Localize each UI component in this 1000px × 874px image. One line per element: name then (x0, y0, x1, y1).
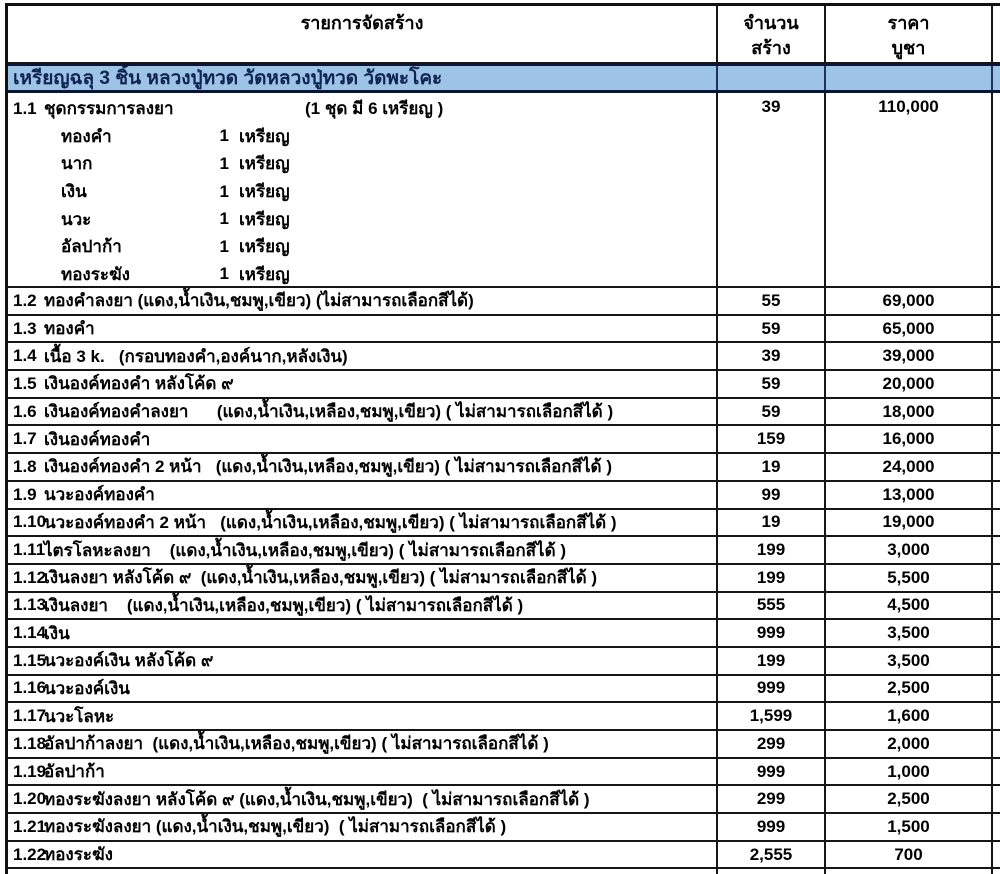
price-cell (826, 454, 993, 480)
header-price-line2: บูชา (891, 38, 926, 58)
item-label: ทองระฆังลงยา (แดง,น้ำเงิน,ชมพู,เขียว) ( ไม่สามารถเลือกสีได้ ) (44, 817, 507, 837)
qty-cell (718, 537, 826, 563)
item-cell (8, 316, 718, 342)
table-row (8, 510, 1000, 538)
qty-value: 59 (761, 373, 781, 393)
qty-value: 1,599 (749, 706, 793, 726)
price-value: 700 (894, 844, 923, 864)
qty-cell (718, 759, 826, 785)
sub-item-name: นาก (61, 154, 93, 174)
row-number: 1.19 (13, 761, 47, 781)
overflow-cell (993, 399, 1000, 425)
row-number: 1.3 (13, 318, 37, 338)
item-label: นวะองค์ทองคำ 2 หน้า (แดง,น้ำเงิน,เหลือง,ชมพู,เขียว) ( ไม่สามารถเลือกสีได้ ) (44, 512, 617, 532)
price-cell (826, 620, 993, 646)
price-value: 16,000 (882, 429, 935, 449)
row-number: 1.2 (13, 290, 37, 310)
qty-cell (718, 399, 826, 425)
sub-item-qty: 1 (219, 209, 229, 229)
item-line (13, 759, 105, 785)
item-cell (8, 93, 718, 286)
price-value: 1,500 (887, 816, 930, 836)
item-cell (8, 454, 718, 480)
price-cell (826, 343, 993, 369)
row-number: 1.6 (13, 401, 37, 421)
qty-value: 2,555 (749, 844, 793, 864)
item-cell (8, 731, 718, 757)
overflow-cell (993, 316, 1000, 342)
item-line (13, 565, 597, 591)
price-cell (826, 399, 993, 425)
price-cell (826, 648, 993, 674)
item-label: ทองคำ (44, 319, 95, 339)
overflow-cell (993, 676, 1000, 702)
table-row (8, 731, 1000, 759)
row-number: 1.13 (13, 595, 47, 615)
price-cell (826, 426, 993, 452)
qty-cell (718, 510, 826, 536)
overflow-cell (993, 537, 1000, 563)
row-number: 1.22 (13, 844, 47, 864)
item-label: เงินองค์ทองคำ (44, 429, 151, 449)
qty-value: 59 (761, 318, 781, 338)
qty-value: 199 (756, 540, 786, 560)
price-value: 1,600 (887, 706, 930, 726)
table-row (8, 426, 1000, 454)
price-value: 13,000 (882, 484, 935, 504)
overflow-cell (993, 510, 1000, 536)
overflow-cell (993, 426, 1000, 452)
row-number: 1.11 (13, 540, 46, 560)
qty-value: 19 (761, 456, 781, 476)
price-cell (826, 288, 993, 314)
table-row (8, 676, 1000, 704)
price-cell (826, 842, 993, 868)
header-price-cell (826, 6, 993, 62)
item-line (13, 786, 590, 812)
qty-value: 199 (756, 650, 786, 670)
sub-item-unit: เหรียญ (239, 182, 290, 202)
sub-item-qty: 1 (219, 264, 229, 284)
table-row (8, 842, 1000, 870)
item-label: อัลปาก้า (44, 762, 105, 782)
qty-cell (718, 593, 826, 619)
row-number: 1.10 (13, 512, 47, 532)
sub-item-name: เงิน (61, 182, 87, 202)
item-cell (8, 371, 718, 397)
qty-cell (718, 454, 826, 480)
item-cell (8, 482, 718, 508)
price-value: 19,000 (882, 512, 935, 532)
qty-cell (718, 426, 826, 452)
price-value: 18,000 (882, 401, 935, 421)
qty-value: 999 (756, 623, 786, 643)
header-item-cell (8, 6, 718, 62)
item-cell (8, 593, 718, 619)
row-number: 1.7 (13, 429, 37, 449)
item-line (13, 371, 234, 397)
overflow-cell (993, 759, 1000, 785)
item-line (13, 676, 130, 702)
item-cell (8, 759, 718, 785)
qty-cell (718, 786, 826, 812)
table-row (8, 786, 1000, 814)
item-label: เงินองค์ทองคำลงยา (แดง,น้ำเงิน,เหลือง,ชมพู,เขียว) ( ไม่สามารถเลือกสีได้ ) (44, 402, 614, 422)
sub-item-unit: เหรียญ (239, 264, 290, 284)
table-row (8, 565, 1000, 593)
sub-item-qty: 1 (219, 181, 229, 201)
sub-item-qty: 1 (219, 126, 229, 146)
price-value: 69,000 (882, 290, 935, 310)
price-cell (826, 482, 993, 508)
price-value: 20,000 (882, 373, 935, 393)
qty-cell (718, 93, 826, 286)
price-cell (826, 814, 993, 840)
row-number: 1.4 (13, 346, 37, 366)
qty-value: 159 (756, 429, 786, 449)
item-label: อัลปาก้าลงยา (แดง,น้ำเงิน,เหลือง,ชมพู,เขียว) ( ไม่สามารถเลือกสีได้ ) (44, 734, 549, 754)
row-number: 1.20 (13, 789, 47, 809)
overflow-cell (993, 786, 1000, 812)
qty-cell (718, 869, 826, 874)
sub-item-unit: เหรียญ (239, 237, 290, 257)
price-value: 65,000 (882, 318, 935, 338)
price-value: 39,000 (882, 346, 935, 366)
table-row (8, 759, 1000, 787)
price-value: 3,000 (887, 540, 930, 560)
overflow-cell (993, 454, 1000, 480)
item-label: ไตรโลหะลงยา (แดง,น้ำเงิน,เหลือง,ชมพู,เขียว) ( ไม่สามารถเลือกสีได้ ) (44, 540, 567, 560)
item-line (13, 426, 150, 452)
item-cell (8, 510, 718, 536)
table-row (8, 814, 1000, 842)
price-value: 24,000 (882, 456, 935, 476)
item-cell (8, 343, 718, 369)
qty-value: 99 (761, 484, 781, 504)
overflow-cell (993, 731, 1000, 757)
price-value: 2,500 (887, 789, 930, 809)
table-header-row (8, 6, 1000, 64)
section-header-row (8, 64, 1000, 93)
row-number: 1.5 (13, 373, 37, 393)
table-row (8, 482, 1000, 510)
overflow-cell (993, 648, 1000, 674)
item-note: (1 ชุด มี 6 เหรียญ ) (305, 99, 444, 119)
section-qty-cell (718, 66, 826, 90)
item-line (13, 814, 506, 840)
price-value: 5,500 (887, 567, 930, 587)
sub-item-name: ทองระฆัง (61, 264, 130, 284)
item-label: นวะโลหะ (44, 706, 115, 726)
header-item-label: รายการจัดสร้าง (300, 13, 424, 33)
row-number: 1.9 (13, 484, 37, 504)
header-price-line1: ราคา (887, 13, 930, 33)
price-value: 110,000 (878, 97, 939, 116)
table-row (8, 648, 1000, 676)
sub-item-unit: เหรียญ (239, 154, 290, 174)
price-cell (826, 537, 993, 563)
item-cell (8, 842, 718, 868)
item-cell (8, 537, 718, 563)
row-number: 1.15 (13, 650, 47, 670)
overflow-cell (993, 343, 1000, 369)
item-line (13, 95, 716, 123)
item-label: นวะองค์เงิน หลังโค้ด ๙ (44, 651, 214, 671)
header-overflow-cell (993, 6, 1000, 62)
sub-item-row (13, 150, 716, 178)
item-label: ทองระฆังลงยา หลังโค้ด ๙ (แดง,น้ำเงิน,ชมพู,เขียว) ( ไม่สามารถเลือกสีได้ ) (44, 789, 590, 809)
qty-cell (718, 371, 826, 397)
price-cell (826, 316, 993, 342)
overflow-cell (993, 593, 1000, 619)
overflow-cell (993, 842, 1000, 868)
price-cell (826, 786, 993, 812)
price-value: 2,000 (887, 733, 930, 753)
qty-value: 39 (761, 97, 781, 116)
item-cell (8, 399, 718, 425)
price-cell (826, 869, 993, 874)
item-label: เงิน (44, 623, 70, 643)
sub-item-name: นวะ (61, 209, 92, 229)
qty-cell (718, 648, 826, 674)
overflow-cell (993, 703, 1000, 729)
item-line (13, 537, 566, 563)
row-number: 1.16 (13, 678, 47, 698)
overflow-cell (993, 93, 1000, 286)
qty-value: 299 (756, 733, 786, 753)
table-row (8, 93, 1000, 288)
overflow-cell (993, 869, 1000, 874)
qty-cell (718, 676, 826, 702)
qty-cell (718, 814, 826, 840)
table-row (8, 343, 1000, 371)
overflow-cell (993, 288, 1000, 314)
row-number: 1.18 (13, 733, 47, 753)
table-row (8, 703, 1000, 731)
table-row (8, 371, 1000, 399)
qty-cell (718, 731, 826, 757)
overflow-cell (993, 482, 1000, 508)
sub-item-name: ทองคำ (61, 126, 112, 146)
item-label: นวะองค์ทองคำ (44, 485, 155, 505)
price-value: 3,500 (887, 623, 930, 643)
item-cell (8, 288, 718, 314)
item-line (13, 454, 612, 480)
item-cell (8, 565, 718, 591)
qty-value: 199 (756, 567, 786, 587)
item-label: ชุดกรรมการลงยา (44, 99, 174, 119)
qty-value: 299 (756, 789, 786, 809)
price-cell (826, 93, 993, 286)
item-cell (8, 426, 718, 452)
item-label: เงินองค์ทองคำ หลังโค้ด ๙ (44, 374, 234, 394)
item-line (13, 482, 155, 508)
qty-cell (718, 842, 826, 868)
row-number: 1.14 (13, 623, 47, 643)
qty-value: 999 (756, 761, 786, 781)
item-line (13, 842, 113, 868)
item-label: นวะองค์เงิน (44, 678, 130, 698)
item-line (13, 703, 114, 729)
overflow-cell (993, 620, 1000, 646)
qty-cell (718, 288, 826, 314)
item-label: เนื้อ 3 k. (กรอบทองคำ,องค์นาก,หลังเงิน) (44, 346, 348, 366)
item-line (13, 288, 474, 314)
price-cell (826, 371, 993, 397)
qty-value: 39 (761, 346, 781, 366)
header-qty-line1: จำนวน (743, 13, 799, 33)
section-price-cell (826, 66, 993, 90)
qty-value: 555 (756, 595, 786, 615)
price-value: 2,500 (887, 678, 930, 698)
qty-cell (718, 565, 826, 591)
qty-value: 59 (761, 401, 781, 421)
item-cell (8, 703, 718, 729)
row-number: 1.21 (13, 816, 47, 836)
section-overflow-cell (993, 66, 1000, 90)
section-title-cell (8, 66, 718, 90)
qty-cell (718, 316, 826, 342)
price-cell (826, 676, 993, 702)
item-line (13, 648, 213, 674)
overflow-cell (993, 565, 1000, 591)
header-qty-line2: สร้าง (751, 38, 791, 58)
item-line (13, 510, 617, 536)
table-row (8, 316, 1000, 344)
row-number: 1.1 (13, 98, 37, 118)
table-row (8, 537, 1000, 565)
table-row (8, 593, 1000, 621)
item-line (13, 593, 523, 619)
item-cell (8, 814, 718, 840)
item-label: เงินองค์ทองคำ 2 หน้า (แดง,น้ำเงิน,เหลือง,ชมพู,เขียว) ( ไม่สามารถเลือกสีได้ ) (44, 457, 612, 477)
item-cell (8, 620, 718, 646)
row-number: 1.8 (13, 456, 37, 476)
item-line (13, 343, 348, 369)
item-line (13, 731, 549, 757)
qty-value: 19 (761, 512, 781, 532)
item-label: เงินลงยา (แดง,น้ำเงิน,เหลือง,ชมพู,เขียว) ( ไม่สามารถเลือกสีได้ ) (44, 595, 524, 615)
item-cell (8, 786, 718, 812)
price-cell (826, 565, 993, 591)
price-cell (826, 510, 993, 536)
sub-item-row (13, 205, 716, 233)
price-cell (826, 759, 993, 785)
sub-item-name: อัลปาก้า (61, 237, 122, 257)
header-qty-cell (718, 6, 826, 62)
price-value: 3,500 (887, 650, 930, 670)
sub-item-unit: เหรียญ (239, 209, 290, 229)
sub-item-row (13, 261, 716, 286)
item-label: ทองระฆัง (44, 845, 113, 865)
price-value: 1,000 (887, 761, 930, 781)
qty-cell (718, 482, 826, 508)
qty-cell (718, 703, 826, 729)
table-row (8, 620, 1000, 648)
price-cell (826, 731, 993, 757)
price-table (5, 3, 1000, 874)
item-line (13, 620, 70, 646)
item-cell (8, 869, 718, 874)
item-cell (8, 648, 718, 674)
item-line (13, 316, 95, 342)
price-value: 4,500 (887, 595, 930, 615)
sub-item-qty: 1 (219, 236, 229, 256)
table-row (8, 288, 1000, 316)
item-cell (8, 676, 718, 702)
price-cell (826, 593, 993, 619)
sub-item-unit: เหรียญ (239, 126, 290, 146)
item-line (13, 399, 613, 425)
table-body (8, 93, 1000, 874)
price-cell (826, 703, 993, 729)
qty-value: 55 (761, 290, 781, 310)
sub-item-row (13, 233, 716, 261)
qty-value: 999 (756, 678, 786, 698)
overflow-cell (993, 371, 1000, 397)
section-title: เหรียญฉลุ 3 ชิ้น หลวงปู่ทวด วัดหลวงปู่ทวด วัดพะโคะ (13, 68, 443, 89)
table-row (8, 454, 1000, 482)
table-row (8, 399, 1000, 427)
sub-item-qty: 1 (219, 153, 229, 173)
overflow-cell (993, 814, 1000, 840)
item-label: เงินลงยา หลังโค้ด ๙ (แดง,น้ำเงิน,เหลือง,ชมพู,เขียว) ( ไม่สามารถเลือกสีได้ ) (44, 568, 598, 588)
qty-cell (718, 620, 826, 646)
partial-row (8, 869, 1000, 874)
qty-cell (718, 343, 826, 369)
item-label: ทองคำลงยา (แดง,น้ำเงิน,ชมพู,เขียว) (ไม่สามารถเลือกสีได้) (44, 291, 474, 311)
sub-item-row (13, 178, 716, 206)
sub-item-row (13, 123, 716, 151)
row-number: 1.17 (13, 706, 47, 726)
row-number: 1.12 (13, 567, 47, 587)
qty-value: 999 (756, 816, 786, 836)
